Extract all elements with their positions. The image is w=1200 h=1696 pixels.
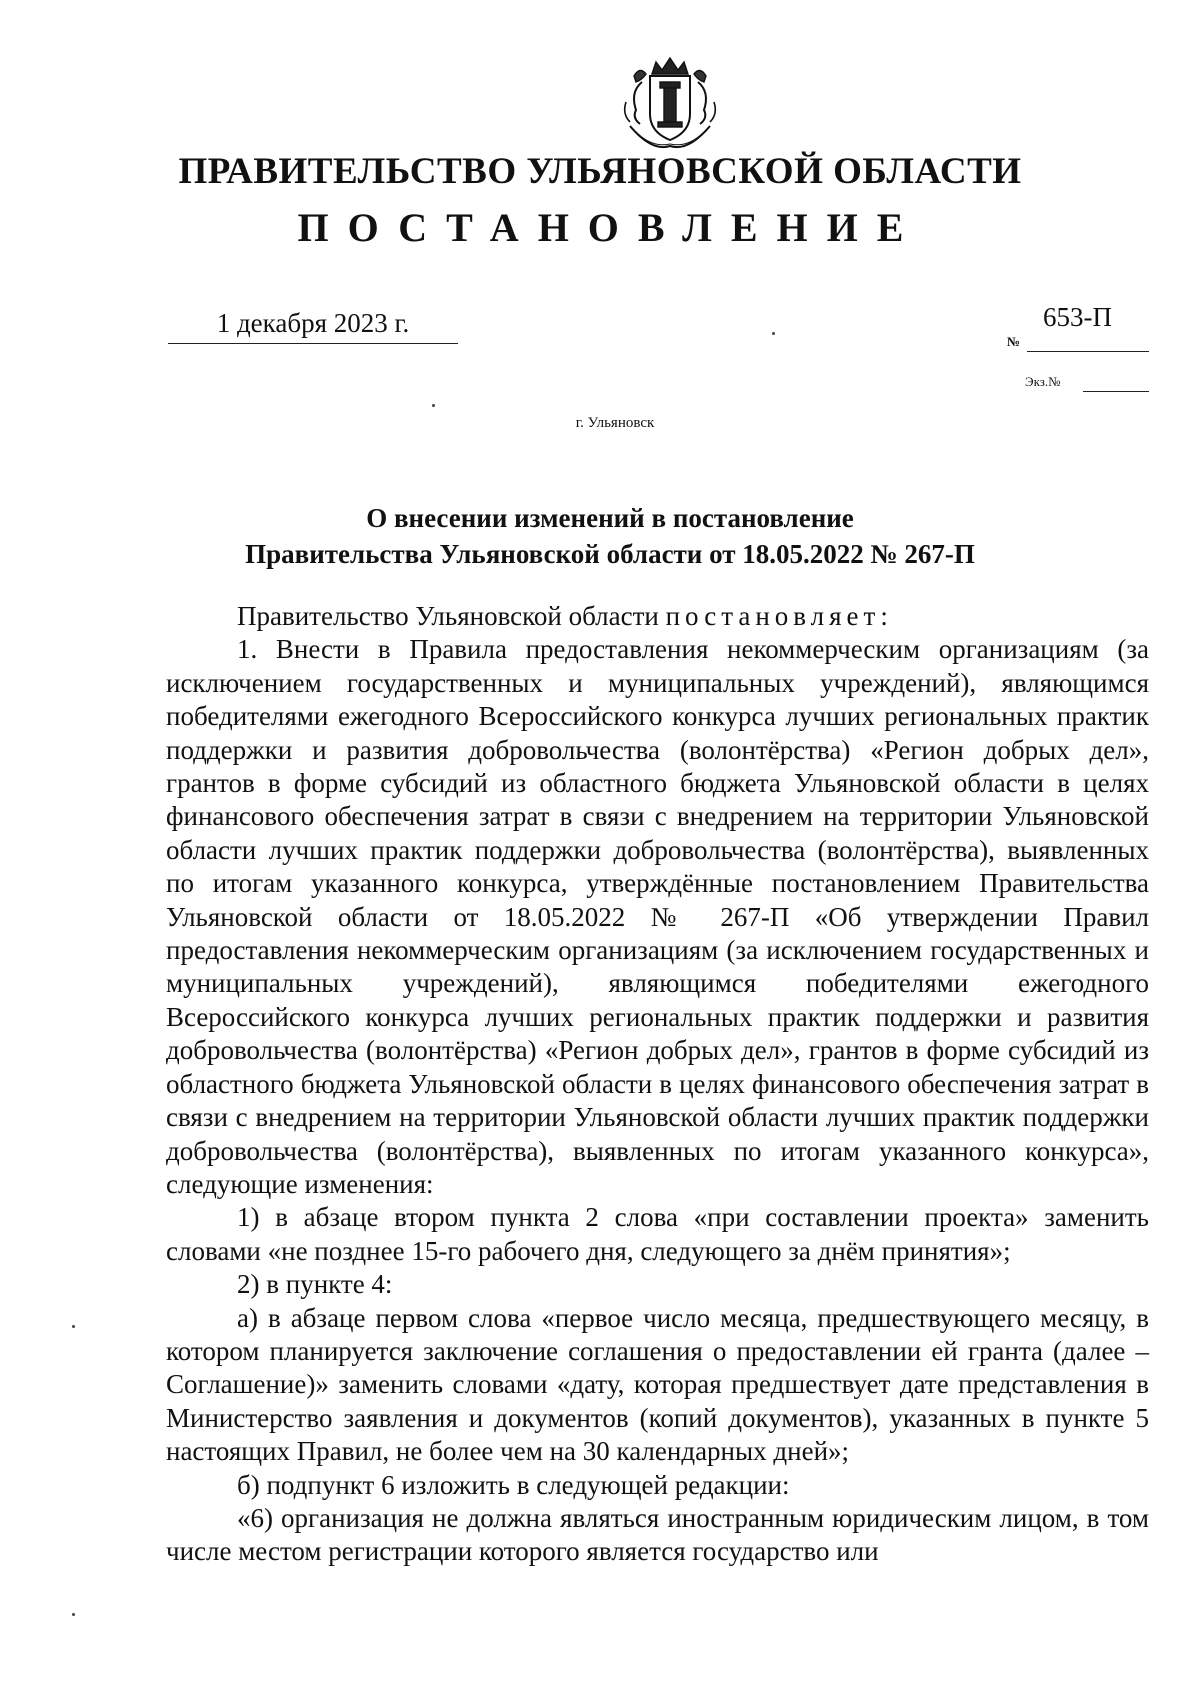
date-underline (168, 343, 458, 344)
number-sign: № (1007, 334, 1021, 349)
paragraph-2: 1) в абзаце втором пункта 2 слова «при составлении проекта» заменить словами «не позднее 15-го рабочего дня, следующего за днём принятия»; (166, 1202, 1149, 1266)
paragraph-1: 1. Внести в Правила предоставления некоммерческим организациям (за исключением государственных и муниципальных учреждений), являющимся победителями ежегодного Всероссийского конкурса лучших региональных практик поддержки и развития добровольчества (волонтёрства) «Регион добрых дел», грантов в форме субсидий из областного бюджета Ульяновской области в целях финансового обеспечения затрат в связи с внедрением на территории Ульяновской области лучших практик поддержки добровольчества (волонтёрства), выявленных по итогам указанного конкурса, утверждённые постановлением Правительства Ульяновской области от 18.05.2022 № 267-П «Об утверждении Правил предоставления некоммерческим организациям (за исключением государственных и муниципальных учреждений), являющимся победителями ежегодного Всероссийского конкурса лучших региональных практик поддержки и развития добровольчества (волонтёрства) «Регион добрых дел», грантов в форме субсидий из областного бюджета Ульяновской области в целях финансового обеспечения затрат в связи с внедрением на территории Ульяновской области лучших практик поддержки добровольчества (волонтёрства), выявленных по итогам указанного конкурса», следующие изменения: (166, 634, 1149, 1199)
copy-underline (1083, 391, 1149, 392)
scan-speck (72, 1325, 75, 1328)
document-date: 1 декабря 2023 г. (216, 308, 410, 338)
paragraph-4: а) в абзаце первом слова «первое число месяца, предшествующего месяцу, в котором планируется заключение соглашения о предоставлении ей гранта (далее – Соглашение)» заменить словами «дату, которая предшествует дате представления в Министерство заявления и документов (копий документов), указанных в пункте 5 настоящих Правил, не более чем на 30 календарных дней»; (166, 1302, 1149, 1467)
copy-label: Экз.№ (1025, 374, 1061, 389)
number-underline (1027, 351, 1149, 352)
document-number: 653-П (1043, 302, 1112, 332)
document-type: ПОСТАНОВЛЕНИЕ (297, 205, 923, 250)
paragraph-5: б) подпункт 6 изложить в следующей редакции: (237, 1469, 790, 1500)
scan-speck (432, 404, 435, 407)
date-field (168, 308, 458, 344)
intro-lead: Правительство Ульяновской области (237, 601, 659, 631)
city: г. Ульяновск (575, 415, 655, 431)
scan-speck (72, 1613, 75, 1616)
intro-decree: постановляет: (665, 601, 893, 631)
subject-line-2: Правительства Ульяновской области от 18.05.2022 № 267-П (245, 539, 975, 569)
paragraph-6: «6) организация не должна являться иностранным юридическим лицом, в том числе местом регистрации которого является государство или (166, 1502, 1149, 1567)
intro-paragraph (166, 600, 1149, 633)
paragraph-3: 2) в пункте 4: (237, 1269, 393, 1300)
scan-speck (772, 332, 775, 335)
coat-of-arms-icon (612, 52, 728, 156)
subject-line-1: О внесении изменений в постановление (366, 503, 854, 533)
copy-number-field (1025, 370, 1149, 392)
document-body (166, 600, 1149, 1569)
document-subject (0, 500, 1200, 572)
government-title: ПРАВИТЕЛЬСТВО УЛЬЯНОВСКОЙ ОБЛАСТИ (178, 151, 1022, 192)
number-field (1007, 302, 1149, 352)
